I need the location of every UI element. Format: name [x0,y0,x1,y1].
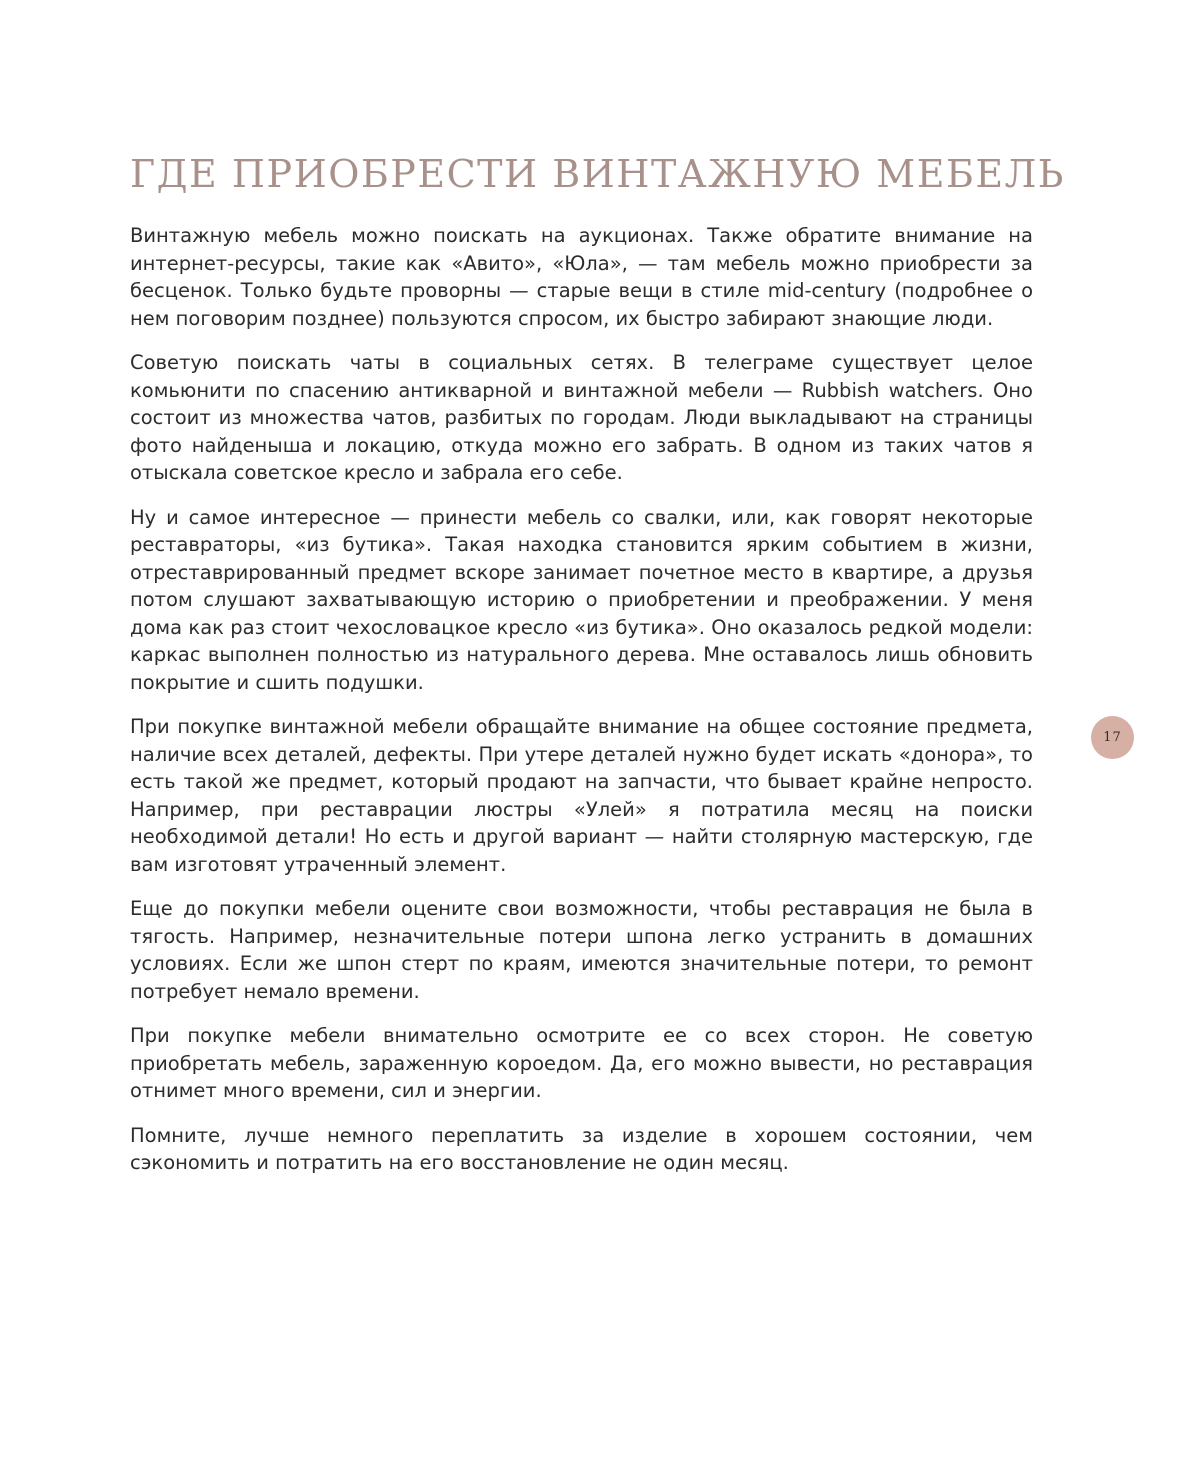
paragraph: При покупке винтажной мебели обращайте внимание на общее состояние предмета, наличие всех деталей, дефекты. При утере деталей нужно будет искать «донора», то есть такой же предмет, который продают на запчасти, что бывает крайне непросто. Например, при реставрации люстры «Улей» я потратила месяц на поиски необходимой детали! Но есть и другой вариант — найти столярную мастерскую, где вам изготовят утраченный элемент. [130,715,1033,876]
page-title: ГДЕ ПРИОБРЕСТИ ВИНТАЖНУЮ МЕБЕЛЬ [130,152,1065,196]
paragraph: Советую поискать чаты в социальных сетях. В телеграме существует целое комьюнити по спасению антикварной и винтажной мебели — Rubbish watchers. Оно состоит из множества чатов, разбитых по городам. Люди выкладывают на страницы фото найденыша и локацию, откуда можно его забрать. В одном из таких чатов я отыскала советское кресло и забрала его себе. [130,351,1033,484]
paragraph: Ну и самое интересное — принести мебель со свалки, или, как говорят некоторые реставраторы, «из бутика». Такая находка становится ярким событием в жизни, отреставрированный предмет вскоре занимает почетное место в квартире, а друзья потом слушают захватывающую историю о приобретении и преображении. У меня дома как раз стоит чехословацкое кресло «из бутика». Оно оказалось редкой модели: каркас выполнен полностью из натурального дерева. Мне оставалось лишь обновить покрытие и сшить подушки. [130,505,1033,694]
paragraph: Еще до покупки мебели оцените свои возможности, чтобы реставрация не была в тягость. Например, незначительные потери шпона легко устранить в домашних условиях. Если же шпон стерт по краям, имеются значительные потери, то ремонт потребует немало времени. [130,897,1033,1003]
paragraph: При покупке мебели внимательно осмотрите ее со всех сторон. Не советую приобретать мебель, зараженную короедом. Да, его можно вывести, но реставрация отнимет много времени, сил и энергии. [130,1024,1033,1102]
paragraph: Помните, лучше немного переплатить за изделие в хорошем состоянии, чем сэкономить и потратить на его восстановление не один месяц. [130,1123,1033,1174]
body-text [130,222,1033,1194]
page-number-badge: 17 [1091,716,1134,759]
paragraph: Винтажную мебель можно поискать на аукционах. Также обратите внимание на интернет-ресурсы, такие как «Авито», «Юла», — там мебель можно приобрести за бесценок. Только будьте проворны — старые вещи в стиле mid-century (подробнее о нем поговорим позднее) пользуются спросом, их быстро забирают знающие люди. [130,224,1033,330]
